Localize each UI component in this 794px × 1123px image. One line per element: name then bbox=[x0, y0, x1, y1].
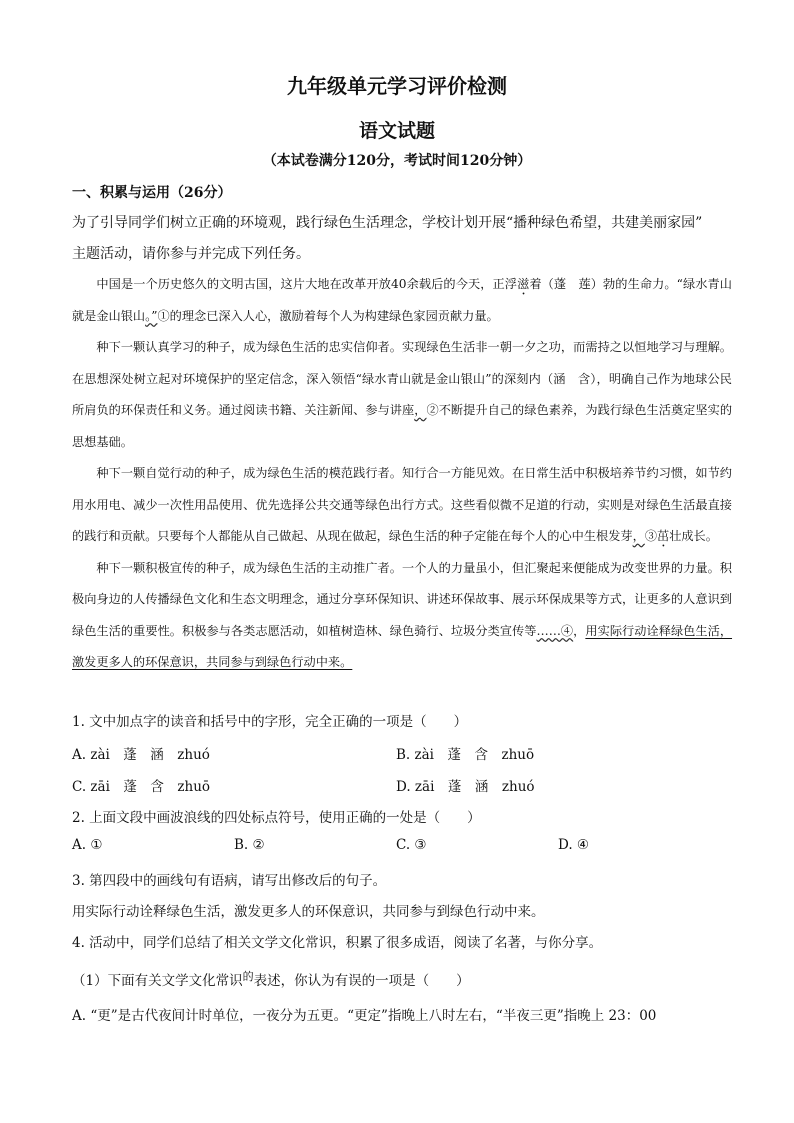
intro-line-1: 为了引导同学们树立正确的环境观，践行绿色生活理念，学校计划开展“播种绿色希望，共建美丽家园” bbox=[72, 215, 703, 231]
passage-paragraph-3 bbox=[72, 458, 732, 553]
question-2-stem: 2. 上面文段中画波浪线的四处标点符号，使用正确的一处是（ ） bbox=[72, 810, 481, 826]
question-3-stem: 3. 第四段中的画线句有语病，请写出修改后的句子。 bbox=[72, 873, 387, 889]
passage-text: 种下一颗认真学习的种子，成为绿色生活的忠实信仰者。实现绿色生活非一朝一夕之功，而需持之以恒地学习与理解。在思想深处树立起对环境保护的坚定信念，深入领悟“绿水青山就是金山银山”的深刻内（涵 含），明确自己作为地球公民所肩负的环保责任和义务。通过阅读书籍、关注新闻、参与讲座 bbox=[72, 340, 732, 417]
passage-text: ②不断提升自己的绿色素养，为践行绿色生活奠定坚实的思想基础。 bbox=[72, 403, 733, 449]
q2-option-a: A. ① bbox=[72, 837, 103, 853]
wavy-punct-4: ……④ bbox=[536, 623, 574, 638]
intro-line-2: 主题活动，请你参与并完成下列任务。 bbox=[72, 246, 310, 262]
section-intro bbox=[72, 208, 732, 270]
reading-passage bbox=[72, 269, 732, 679]
passage-text: 种下一颗积极宣传的种子，成为绿色生活的主动推广者。一个人的力量虽小，但汇聚起来便能成为改变世界的力量。积极向身边的人传播绿色文化和生态文明理念，通过分享环保知识、讲述环保故事、展示环保成果等方式，让更多的人意识到绿色生活的重要性。积极参与各类志愿活动，如植树造林、绿色骑行、垃圾分类宣传等 bbox=[72, 560, 732, 638]
passage-paragraph-4 bbox=[72, 553, 732, 679]
exam-note: （本试卷满分120分，考试时间120分钟） bbox=[262, 153, 532, 169]
q2-option-c: C. ③ bbox=[396, 837, 427, 853]
passage-text: 壮成长。 bbox=[669, 529, 718, 543]
passage-text: 中国是一个历史悠久的文明古国，这片大地在改革开放40余载后的今天，正浮 bbox=[96, 277, 518, 291]
q1-option-a: A. zài 蓬 涵 zhuó bbox=[72, 747, 210, 763]
question-4-stem: 4. 活动中，同学们总结了相关文学文化常识，积累了很多成语，阅读了名著，与你分享。 bbox=[72, 935, 603, 951]
superscript-char: 的 bbox=[242, 970, 254, 983]
exam-title: 九年级单元学习评价检测 bbox=[287, 74, 507, 98]
passage-text: ， bbox=[573, 623, 586, 638]
question-3-answer: 用实际行动诠释绿色生活，激发更多人的环保意识，共同参与到绿色行动中来。 bbox=[72, 904, 545, 920]
q1-option-b: B. zài 蓬 含 zhuō bbox=[396, 747, 535, 763]
q4-sub1-option-a: A. “更”是古代夜间计时单位，一夜分为五更。“更定”指晚上八时左右，“半夜三更”指晚上 23：00 bbox=[72, 1008, 657, 1024]
exam-subtitle: 语文试题 bbox=[358, 120, 435, 142]
section-heading: 一、积累与运用（26分） bbox=[72, 185, 232, 201]
passage-text: ③ bbox=[644, 529, 657, 543]
sub-question-text: （1）下面有关文学文化常识 bbox=[72, 973, 243, 989]
passage-text: 着（蓬 莲）勃的生命力。“绿水青山就是金山银山 bbox=[72, 277, 732, 323]
dotted-char: 茁 bbox=[657, 529, 670, 543]
question-4-sub-1 bbox=[72, 968, 470, 989]
passage-text: 种下一颗自觉行动的种子，成为绿色生活的模范践行者。知行合一方能见效。在日常生活中积极培养节约习惯，如节约用水用电、减少一次性用品使用、优先选择公共交通等绿色出行方式。这些看似微不足道的行动，实则是对绿色生活最直接的践行和贡献。只要每个人都能从自己做起、从现在做起，绿色生活的种子定能在每个人的心中生根发芽 bbox=[72, 466, 732, 543]
passage-text: ①的理念已深入人心，激励着每个人为构建绿色家园贡献力量。 bbox=[157, 308, 499, 323]
q2-option-d: D. ④ bbox=[558, 837, 590, 853]
passage-paragraph-1 bbox=[72, 269, 732, 332]
sub-question-text: 表述，你认为有误的一项是（ ） bbox=[253, 973, 470, 989]
dotted-char: 滋 bbox=[517, 277, 530, 291]
q1-option-c: C. zāi 蓬 含 zhuō bbox=[72, 779, 211, 795]
underlined-sentence: 用实际行动诠释绿色生活，激发更多人的环保意识，共同参与到绿色行动中来。 bbox=[72, 623, 733, 669]
question-1-stem: 1. 文中加点字的读音和括号中的字形，完全正确的一项是（ ） bbox=[72, 714, 468, 730]
wavy-punct-2: ， bbox=[414, 403, 427, 417]
q1-option-d: D. zāi 蓬 涵 zhuó bbox=[396, 779, 535, 795]
wavy-punct-3: ， bbox=[632, 529, 645, 543]
wavy-punct-1: 。” bbox=[145, 308, 158, 323]
q2-option-b: B. ② bbox=[234, 837, 265, 853]
passage-paragraph-2 bbox=[72, 332, 732, 458]
